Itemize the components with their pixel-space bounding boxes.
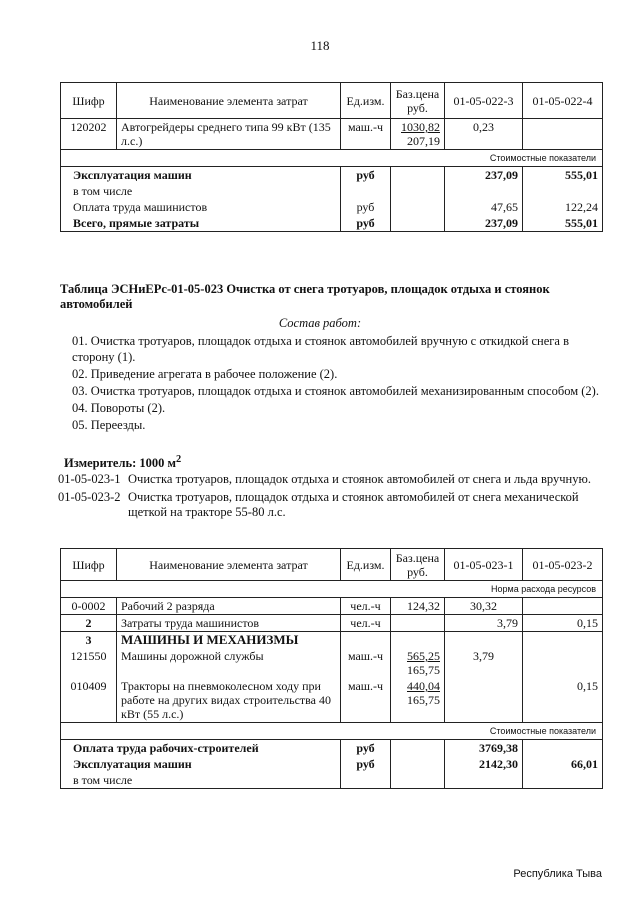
table-row: в том числе (61, 183, 603, 199)
table-row: 2 Затраты труда машинистов чел.-ч 3,79 0,15 (61, 615, 603, 632)
table-row: Оплата труда машинистов руб 47,65 122,24 (61, 199, 603, 215)
col-header-code-2: 01-05-023-2 (523, 549, 603, 581)
section-row: Норма расхода ресурсов (61, 581, 603, 598)
col-header-code-1: 01-05-022-3 (445, 83, 523, 119)
col-header-code-2: 01-05-022-4 (523, 83, 603, 119)
table-row: Эксплуатация машин руб 237,09 555,01 (61, 167, 603, 184)
list-item: 02. Приведение агрегата в рабочее положение (2). (72, 366, 338, 381)
col-header-code-1: 01-05-023-1 (445, 549, 523, 581)
col-header-name: Наименование элемента затрат (117, 549, 341, 581)
list-item: 01. Очистка тротуаров, площадок отдыха и стоянок автомобилей вручную с откидкой снега в сторону (1). (72, 334, 569, 364)
cost-table-2 (60, 548, 603, 789)
col-header-price: Баз.цена руб. (391, 549, 445, 581)
col-header-code: Шифр (61, 549, 117, 581)
composition-label: Состав работ: (278, 316, 362, 330)
col-header-unit: Ед.изм. (341, 83, 391, 119)
col-header-price: Баз.цена руб. (391, 83, 445, 119)
list-item: 03. Очистка тротуаров, площадок отдыха и стоянок автомобилей механизированным способом (2). (72, 383, 599, 398)
section-title: Таблица ЭСНиЕРс-01-05-023 Очистка от снега тротуаров, площадок отдыха и стоянок автомобилей (60, 282, 550, 311)
table-row: Эксплуатация машин руб 2142,30 66,01 (61, 756, 603, 772)
section-row: Стоимостные показатели (61, 723, 603, 740)
cost-table-1 (60, 82, 603, 232)
list-item: 01-05-023-2 Очистка тротуаров, площадок отдыха и стоянок автомобилей от снега механической щеткой на тракторе 55-80 л.с. (58, 490, 579, 519)
table-row: 121550 Машины дорожной службы маш.-ч 565,25 165,75 3,79 (61, 648, 603, 678)
table-row: в том числе (61, 772, 603, 789)
page-number: 118 (310, 38, 330, 53)
table-row: 120202 Автогрейдеры среднего типа 99 кВт (135 л.с.) маш.-ч 1030,82 207,19 0,23 (61, 119, 603, 150)
list-item: 01-05-023-1 Очистка тротуаров, площадок отдыха и стоянок автомобилей от снега и льда вручную. (58, 472, 591, 486)
meter-label: Измеритель: 1000 $м^2$ (64, 454, 182, 471)
footer-region: Республика Тыва (513, 868, 602, 880)
table-row: 3 МАШИНЫ И МЕХАНИЗМЫ (61, 632, 603, 649)
section-row: Стоимостные показатели (61, 150, 603, 167)
col-header-unit: Ед.изм. (341, 549, 391, 581)
list-item: 04. Повороты (2). (72, 400, 166, 415)
table-row: 010409 Тракторы на пневмоколесном ходу при работе на других видах строительства 40 кВт (55 л.с.) маш.-ч 440,04 165,75 0,15 (61, 678, 603, 723)
works-list (72, 334, 602, 435)
table-row: 0-0002 Рабочий 2 разряда чел.-ч 124,32 30,32 (61, 598, 603, 615)
code-list (58, 472, 608, 523)
table-header-row (61, 83, 603, 119)
table-row: Оплата труда рабочих-строителей руб 3769,38 (61, 740, 603, 757)
col-header-code: Шифр (61, 83, 117, 119)
col-header-name: Наименование элемента затрат (117, 83, 341, 119)
table-header-row (61, 549, 603, 581)
table-row: Всего, прямые затраты руб 237,09 555,01 (61, 215, 603, 232)
list-item: 05. Переезды. (72, 417, 146, 432)
